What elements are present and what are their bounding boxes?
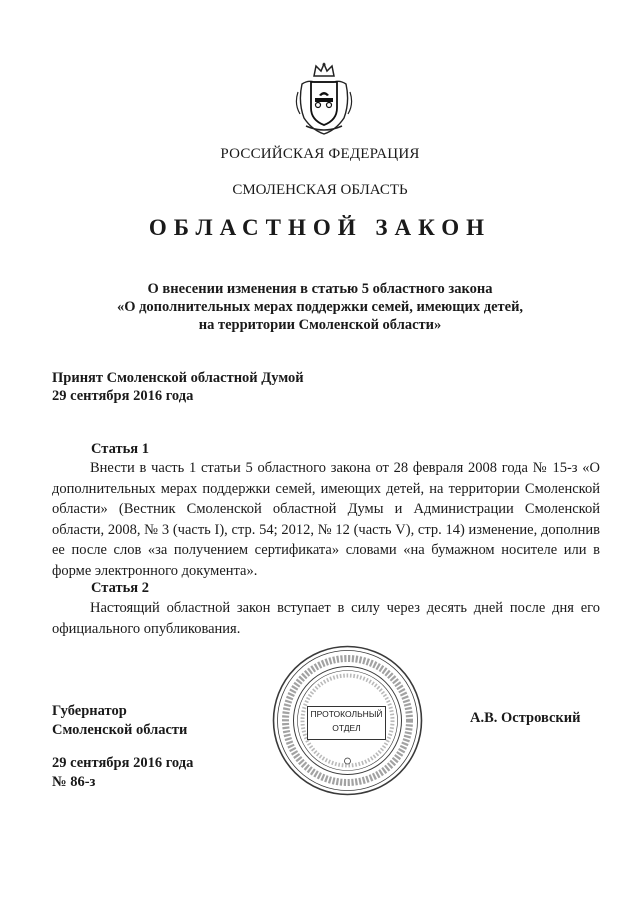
region-name: СМОЛЕНСКАЯ ОБЛАСТЬ	[232, 182, 408, 198]
seal-inner-line: ОТДЕЛ	[332, 723, 361, 733]
article-2-text: Настоящий областной закон вступает в силу через десять дней после дня его официального опубликования.	[52, 600, 600, 637]
country-name: РОССИЙСКАЯ ФЕДЕРАЦИЯ	[220, 146, 420, 162]
law-registration	[52, 754, 193, 792]
signatory-position-line: Губернатор	[52, 703, 127, 719]
law-title-line: «О дополнительных мерах поддержки семей, имеющих детей,	[116, 299, 524, 315]
seal-inner-line: ПРОТОКОЛЬНЫЙ	[310, 709, 383, 719]
law-title	[60, 280, 580, 334]
signing-date: 29 сентября 2016 года	[52, 755, 194, 771]
law-title-line: О внесении изменения в статью 5 областного закона	[147, 281, 493, 297]
seal-inner-label	[307, 706, 386, 740]
adoption-info	[52, 369, 304, 405]
signatory-position	[52, 702, 187, 740]
signatory-position-line: Смоленской области	[52, 722, 188, 738]
signatory-name: А.В. Островский	[470, 710, 581, 726]
document-type-heading: ОБЛАСТНОЙ ЗАКОН	[148, 215, 492, 240]
adoption-date: 29 сентября 2016 года	[52, 388, 194, 404]
coat-of-arms-icon	[294, 62, 354, 136]
article-2-heading: Статья 2	[91, 580, 149, 596]
law-title-line: на территории Смоленской области»	[198, 317, 442, 333]
article-1-text: Внести в часть 1 статьи 5 областного закона от 28 февраля 2008 года № 15-з «О дополнительных мерах поддержки семей, имеющих детей, на территории Смоленской области» (Вестник Смоленской областной Думы и Администрации Смоленской области, 2008, № 3 (часть I), стр. 54; 2012, № 12 (часть V), стр. 14) изменение, дополнив ее после слов «за получением сертификата» словами «на бумажном носителе или в форме электронного документа».	[52, 460, 600, 579]
law-number: № 86-з	[52, 774, 96, 790]
adoption-body: Принят Смоленской областной Думой	[52, 370, 304, 386]
article-1-heading: Статья 1	[91, 441, 149, 457]
